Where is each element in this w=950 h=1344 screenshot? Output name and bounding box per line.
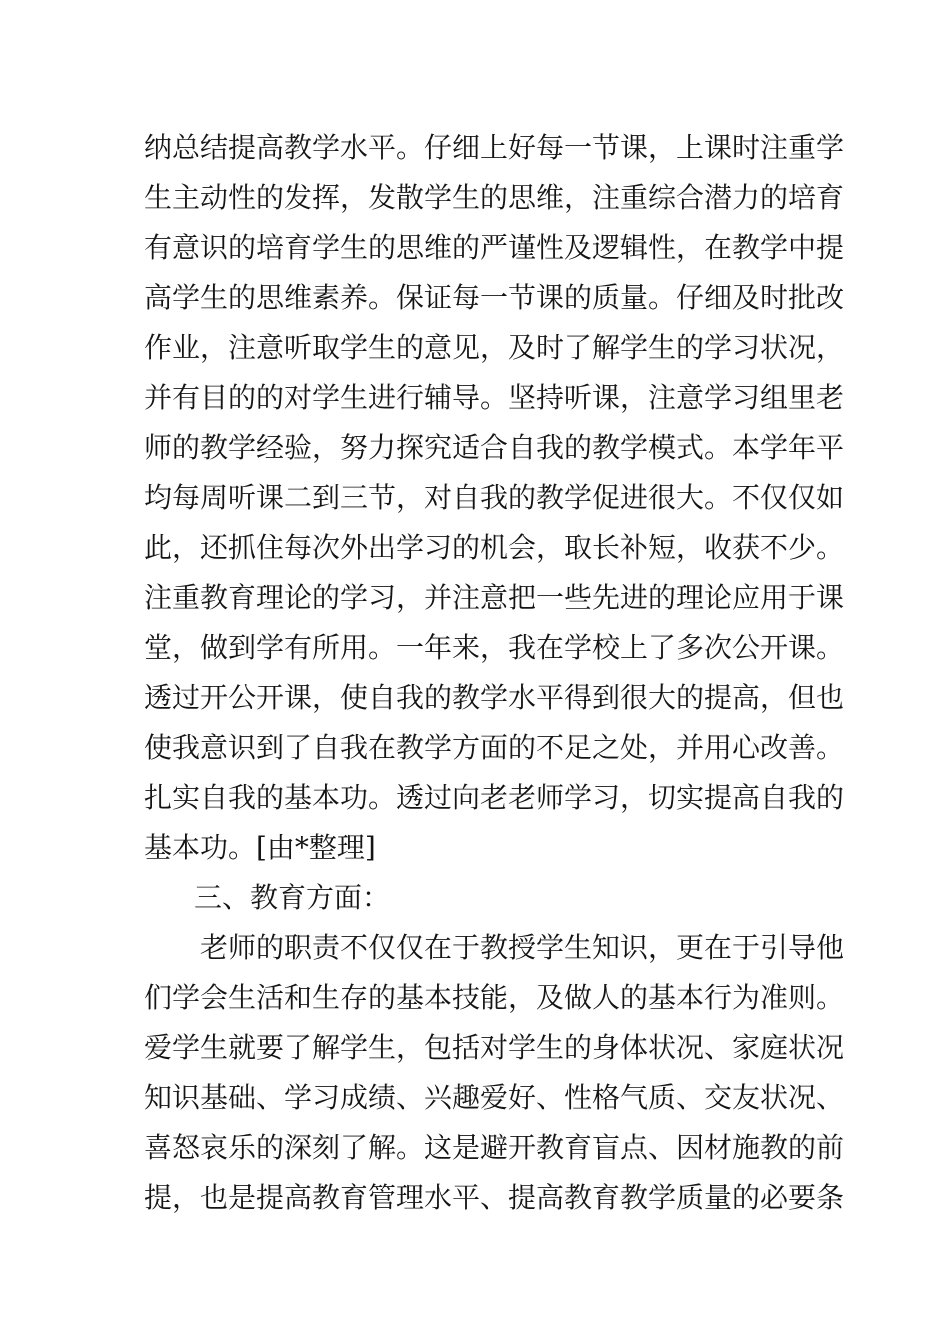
text-line: 们学会生活和生存的基本技能，及做人的基本行为准则。 [144,981,845,1014]
text-line: 老师的职责不仅仅在于教授学生知识，更在于引导他 [200,931,845,964]
text-line: 师的教学经验，努力探究适合自我的教学模式。本学年平 [144,431,845,464]
text-line: 均每周听课二到三节，对自我的教学促进很大。不仅仅如 [144,481,845,514]
text-line: 使我意识到了自我在教学方面的不足之处，并用心改善。 [144,731,845,764]
text-line: 堂，做到学有所用。一年来，我在学校上了多次公开课。 [144,631,845,664]
text-line: 有意识的培育学生的思维的严谨性及逻辑性，在教学中提 [144,231,845,264]
text-line: 扎实自我的基本功。透过向老老师学习，切实提高自我的 [144,781,845,814]
text-line: 透过开公开课，使自我的教学水平得到很大的提高，但也 [144,681,845,714]
text-line: 并有目的的对学生进行辅导。坚持听课，注意学习组里老 [144,381,845,414]
text-line: 知识基础、学习成绩、兴趣爱好、性格气质、交友状况、 [144,1081,845,1114]
text-line: 高学生的思维素养。保证每一节课的质量。仔细及时批改 [144,281,845,314]
text-line: 爱学生就要了解学生，包括对学生的身体状况、家庭状况 [144,1031,845,1064]
text-line: 基本功。[由*整理] [144,831,376,864]
text-line: 喜怒哀乐的深刻了解。这是避开教育盲点、因材施教的前 [144,1131,845,1164]
text-line: 生主动性的发挥，发散学生的思维，注重综合潜力的培育 [144,181,845,214]
section-heading: 三、教育方面： [194,881,391,914]
text-line: 作业，注意听取学生的意见，及时了解学生的学习状况， [144,331,845,364]
text-line: 注重教育理论的学习，并注意把一些先进的理论应用于课 [144,581,845,614]
text-line: 纳总结提高教学水平。仔细上好每一节课，上课时注重学 [144,131,845,164]
text-line: 此，还抓住每次外出学习的机会，取长补短，收获不少。 [144,531,845,564]
text-line: 提，也是提高教育管理水平、提高教育教学质量的必要条 [144,1181,845,1214]
